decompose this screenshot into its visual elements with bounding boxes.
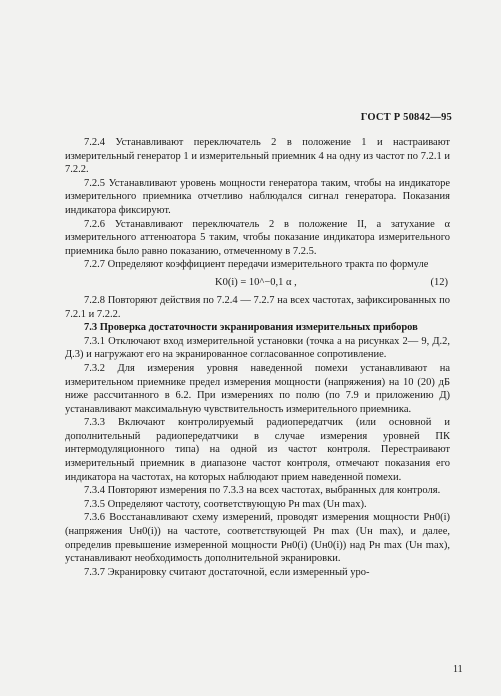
paragraph-7-3-1: 7.3.1 Отключают вход измерительной установки (точка а на рисунках 2— 9, Д.2, Д.3) и нагружают его на экранированное согласованное сопротивление. xyxy=(65,335,450,361)
paragraph-7-2-6: 7.2.6 Устанавливают переключатель 2 в положение II, а затухание α измерительного аттенюатора 5 таким, чтобы показание индикатора измерительного приемника было равно показанию, отмеченному в 7.2.5. xyxy=(65,218,450,257)
formula-number: (12) xyxy=(430,276,448,288)
paragraph-7-2-5: 7.2.5 Устанавливают уровень мощности генератора таким, чтобы на индикаторе измерительного приемника отчетливо наблюдался сигнал генератора. Показания индикатора фиксируют. xyxy=(65,177,450,216)
body-text xyxy=(65,136,450,579)
paragraph-7-3-5: 7.3.5 Определяют частоту, соответствующую Pн max (Uн max). xyxy=(84,498,367,510)
paragraph-7-3-4: 7.3.4 Повторяют измерения по 7.3.3 на всех частотах, выбранных для контроля. xyxy=(84,485,441,497)
paragraph-7-3-3: 7.3.3 Включают контролируемый радиопередатчик (или основной и дополнительный радиопередатчики в случае измерения уровней ПК интермодуляционного типа) на одной из частот контроля. Перестраивают измерительный приемник в диапазоне частот контроля, отмечают показания его индикатора на частотах, на которых наблюдают прием наведенной помехи. xyxy=(65,417,450,483)
paragraph-7-2-7: 7.2.7 Определяют коэффициент передачи измерительного тракта по формуле xyxy=(84,259,429,271)
page-number: 11 xyxy=(453,664,463,675)
paragraph-7-2-4: 7.2.4 Устанавливают переключатель 2 в положение 1 и настраивают измерительный генератор 1 и измерительный приемник 4 на одну из частот по 7.2.1 и 7.2.2. xyxy=(65,137,450,176)
paragraph-7-3-6: 7.3.6 Восстанавливают схему измерений, проводят измерения мощности Pн0(i) (напряжения Uн0(i)) на частоте, соответствующей Pн max (Uн max), и далее, определив превышение измеренной мощности Pн0(i) (Uн0(i)) над Pн max (Uн max), устанавливают необходимость дополнительной экранировки. xyxy=(65,512,450,565)
section-heading-7-3: 7.3 Проверка достаточности экранирования измерительных приборов xyxy=(84,322,418,334)
standard-header: ГОСТ Р 50842—95 xyxy=(360,112,452,123)
paragraph-7-3-2: 7.3.2 Для измерения уровня наведенной помехи устанавливают на измерительном приемнике предел измерения мощности (напряжения) на 10 (20) дБ ниже рассчитанного в 6.2. При измерениях по полю (по 7.9 и приложению Д) устанавливают максимальную чувствительность измерительного приемника. xyxy=(65,362,450,415)
paragraph-7-3-7: 7.3.7 Экранировку считают достаточной, если измеренный уро- xyxy=(84,566,370,578)
formula-12 xyxy=(65,274,450,292)
formula-expression: K0(i) = 10^−0,1 α , xyxy=(215,276,297,288)
paragraph-7-2-8: 7.2.8 Повторяют действия по 7.2.4 — 7.2.7 на всех частотах, зафиксированных по 7.2.1 и 7.2.2. xyxy=(65,294,450,320)
